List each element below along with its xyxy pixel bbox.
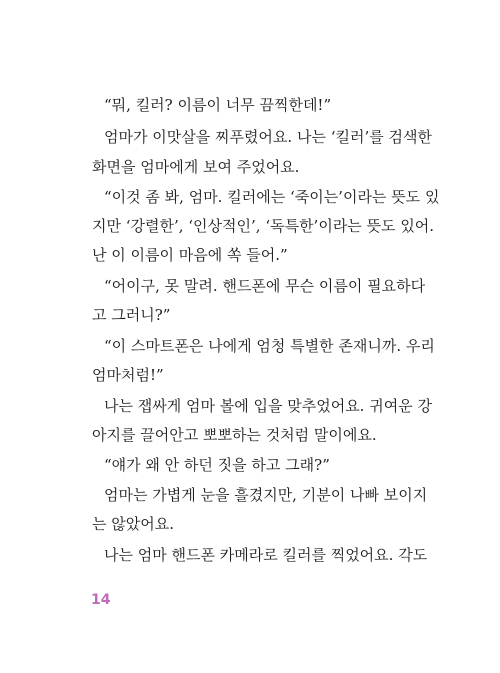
page-number: 14 (91, 592, 111, 608)
text-line: 는 않았어요. (92, 515, 174, 533)
text-line: “어이구, 못 말려. 핸드폰에 무슨 이름이 필요하다 (104, 277, 426, 295)
text-line: 엄마는 가볍게 눈을 흘겼지만, 기분이 나빠 보이지 (104, 486, 428, 504)
text-line: “뭐, 킬러? 이름이 너무 끔찍한데!” (104, 96, 332, 114)
text-line: “얘가 왜 안 하던 짓을 하고 그래?” (104, 456, 330, 474)
text-line: 나는 엄마 핸드폰 카메라로 킬러를 찍었어요. 각도 (104, 546, 428, 564)
text-line: 난 이 이름이 마음에 쏙 들어.” (92, 246, 288, 264)
text-line: 고 그러니?” (92, 306, 171, 324)
text-line: 아지를 끌어안고 뽀뽀하는 것처럼 말이에요. (92, 426, 377, 444)
text-line: 나는 잽싸게 엄마 볼에 입을 맞추었어요. 귀여운 강 (104, 397, 432, 415)
text-line: “이 스마트폰은 나에게 엄청 특별한 존재니까. 우리 (104, 337, 435, 355)
text-line: “이것 좀 봐, 엄마. 킬러에는 ‘죽이는’이라는 뜻도 있 (104, 188, 440, 206)
text-line: 지만 ‘강렬한’, ‘인상적인’, ‘독특한’이라는 뜻도 있어. (92, 217, 435, 235)
text-line: 화면을 엄마에게 보여 주었어요. (92, 158, 300, 176)
text-line: 엄마가 이맛살을 찌푸렸어요. 나는 ‘킬러’를 검색한 (104, 128, 432, 146)
text-line: 엄마처럼!” (92, 366, 164, 384)
